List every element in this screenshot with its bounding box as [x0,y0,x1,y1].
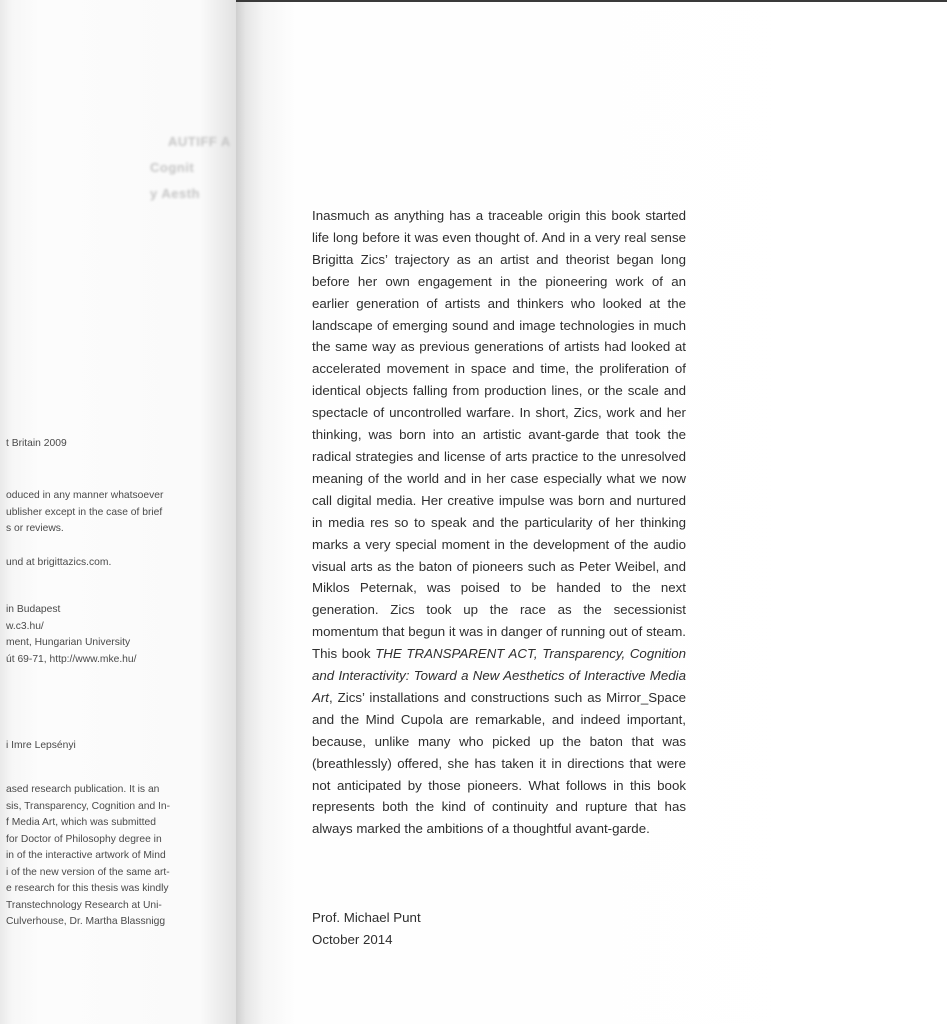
faded-heading-fragment: AUTIFF A [168,134,231,149]
publisher-line: ment, Hungarian University [6,637,131,648]
book-title: THE TRANSPARENT ACT, Transparency, Cognition and Interactivity: Toward a New Aesthetics of Interactive Media Art [312,646,687,705]
research-line: for Doctor of Philosophy degree in [6,833,162,845]
foreword-text-part-2: , Zics’ installations and constructions such as Mirror_Space and the Mind Cupola are remarkable, and indeed important, because, unlike many who picked up the baton that was (breathlessly) offered, she has taken it in directions that were not anticipated by those pioneers. What follows in this book represents both the kind of continuity and rupture that has always marked the ambitions of a thoughtful avant-garde. [312,689,686,837]
page-top-edge [236,0,947,2]
research-line: Transtechnology Research at Uni- [6,899,162,911]
rights-line: oduced in any manner whatsoever [6,490,164,501]
faded-heading-fragment: y Aesth [150,186,200,201]
research-line: i of the new version of the same art- [6,866,170,878]
research-line: e research for this thesis was kindly [6,883,169,894]
rights-notice [6,488,228,538]
signature-name: Prof. Michael Punt [312,910,421,925]
credit-line: i Imre Lepsényi [6,740,76,751]
foreword-paragraph [312,205,686,840]
foreword-text-part-1: Inasmuch as anything has a traceable origin this book started life long before it was even thought of. And in a very real sense Brigitta Zics’ trajectory as an artist and theorist began long before her own engagement in the pioneering work of an earlier generation of artists and thinkers who looked at the landscape of emerging sound and image technologies in much the same way as previous generations of artists had looked at accelerated movement in space and time, the proliferation of identical objects falling from production lines, or the scale and spectacle of uncontrolled warfare. In short, Zics, work and her thinking, was born into an artistic avant-garde that took the radical strategies and license of arts practice to the unresolved meaning of the world and in her case especially what we now call digital media. Her creative impulse was born and nurtured in media res so to speak and the particularity of her thinking marks a very special moment in the development of the audio visual arts as the baton of pioneers such as Peter Weibel, and Miklos Peternak, was poised to be handed to the next generation. Zics took up the race as the secessionist momentum that begun it was in danger of running out of steam. This book [312,208,686,662]
research-line: sis, Transparency, Cognition and In- [6,800,171,812]
research-line: Culverhouse, Dr. Martha Blassnigg [6,916,166,927]
rights-line: ublisher except in the case of brief [6,506,163,518]
publisher-line: in Budapest [6,604,61,615]
publisher-line: út 69-71, http://www.mke.hu/ [6,653,137,665]
copyright-line: t Britain 2009 [6,438,67,449]
research-line: f Media Art, which was submitted [6,817,156,828]
signature-date: October 2014 [312,932,393,947]
publisher-line: w.c3.hu/ [6,620,44,632]
research-notice [6,782,228,931]
research-line: in of the interactive artwork of Mind [6,850,166,861]
publisher-info [6,602,228,668]
website-line: und at brigittazics.com. [6,557,112,568]
research-line: ased research publication. It is an [6,784,160,795]
faded-heading-fragment: Cognit [150,160,195,175]
rights-line: s or reviews. [6,523,64,534]
